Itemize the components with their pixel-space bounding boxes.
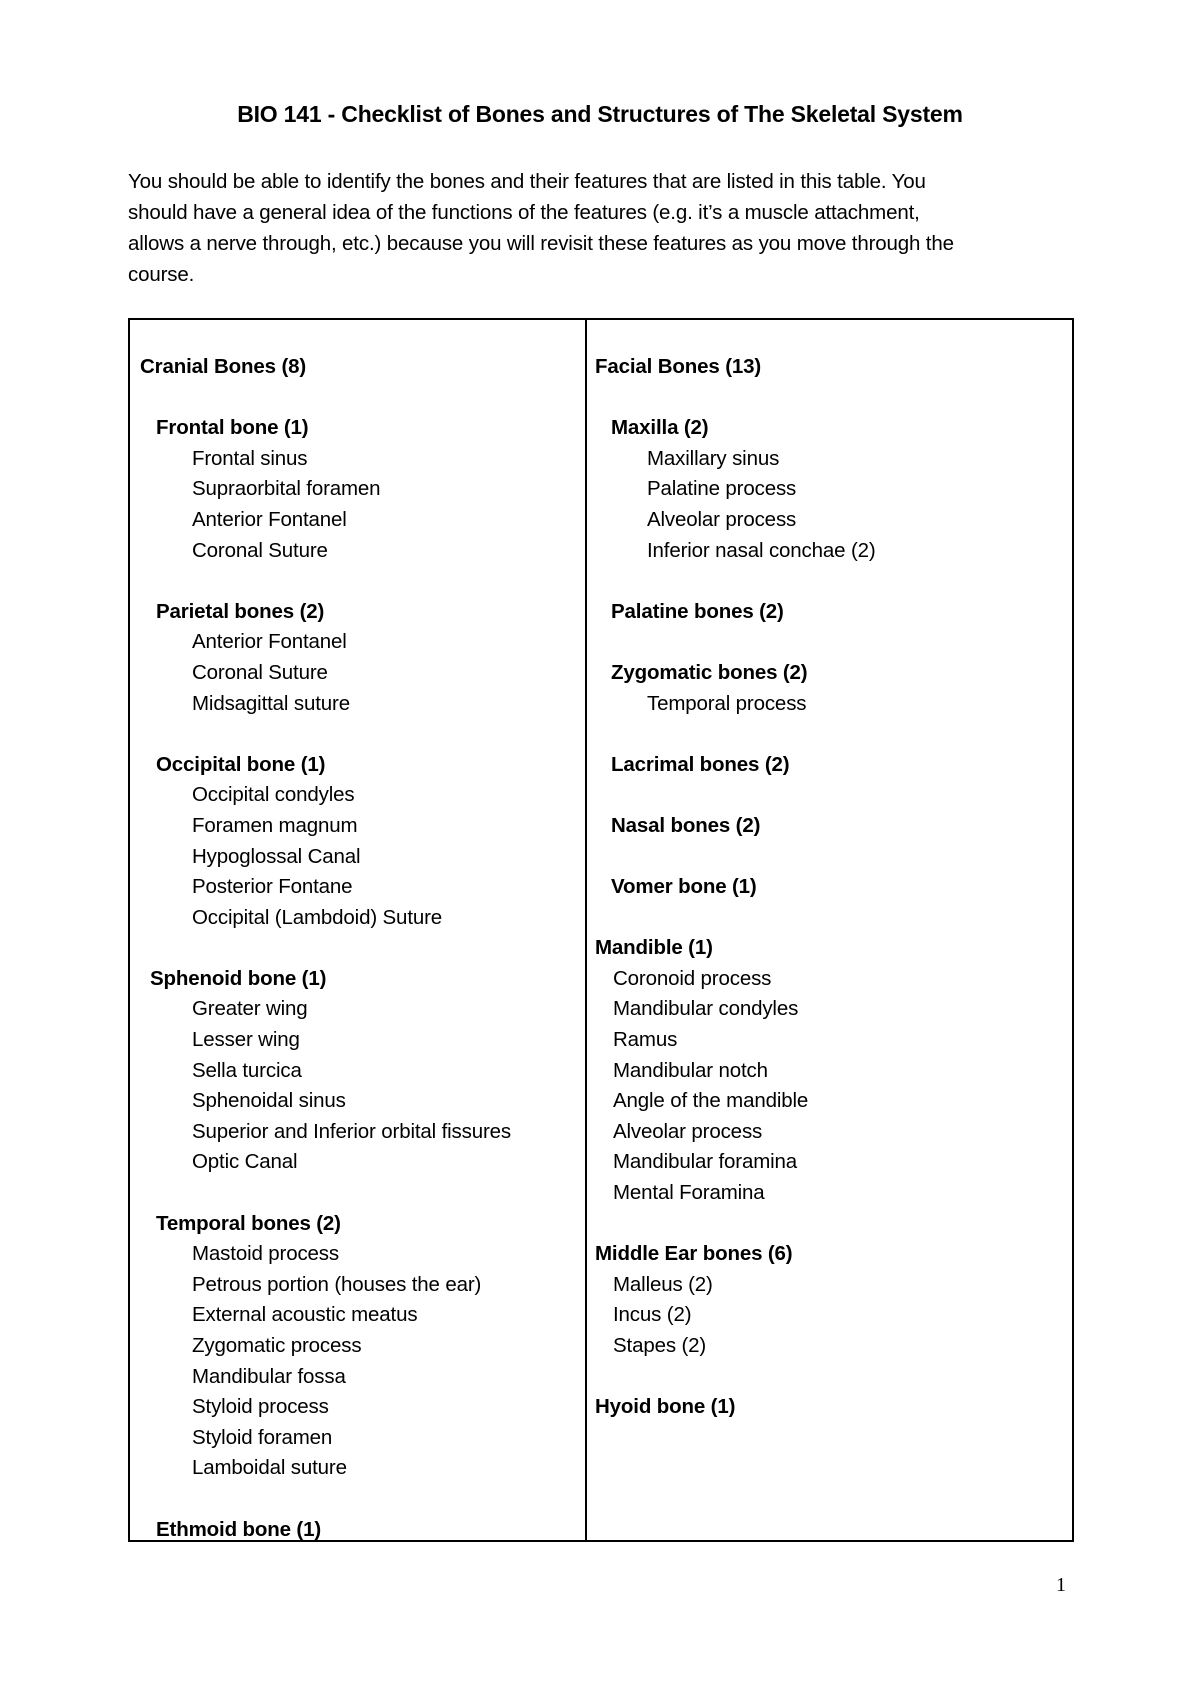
bone-feature-item: Mandibular fossa — [192, 1364, 346, 1388]
bone-feature-item: Anterior Fontanel — [192, 507, 347, 531]
bone-feature-item: Inferior nasal conchae (2) — [647, 538, 876, 562]
document-title: BIO 141 - Checklist of Bones and Structures of The Skeletal System — [237, 101, 963, 127]
bone-feature-item: Temporal process — [647, 691, 807, 715]
bone-group-heading: Hyoid bone (1) — [595, 1395, 736, 1419]
bone-feature-item: Sella turcica — [192, 1058, 302, 1082]
spacer — [140, 1178, 511, 1209]
bones-checklist-table — [128, 318, 1074, 1542]
spacer — [140, 933, 511, 964]
intro-paragraph — [128, 166, 1088, 290]
bone-feature-item: Alveolar process — [647, 507, 797, 531]
intro-line: allows a nerve through, etc.) because you will revisit these features as you move through the — [128, 232, 954, 255]
bone-group-heading: Mandible (1) — [595, 936, 713, 960]
bone-feature-item: Frontal sinus — [192, 446, 308, 470]
bone-feature-item: Maxillary sinus — [647, 446, 780, 470]
bone-feature-item: Mandibular condyles — [613, 997, 799, 1021]
spacer — [595, 719, 876, 750]
bone-feature-item: Superior and Inferior orbital fissures — [192, 1119, 512, 1143]
bone-feature-item: Mental Foramina — [613, 1181, 765, 1205]
spacer — [140, 566, 511, 597]
bone-feature-item: Lesser wing — [192, 1028, 300, 1052]
bone-feature-item: Optic Canal — [192, 1150, 298, 1174]
bone-group-heading: Sphenoid bone (1) — [150, 966, 327, 990]
bone-feature-item: Foramen magnum — [192, 813, 358, 837]
bone-feature-item: Styloid foramen — [192, 1425, 333, 1449]
spacer — [595, 566, 876, 597]
bone-feature-item: Palatine process — [647, 477, 797, 501]
column-divider — [585, 320, 587, 1540]
bone-group-heading: Ethmoid bone (1) — [156, 1517, 322, 1541]
spacer — [595, 1209, 876, 1240]
bone-feature-item: Styloid process — [192, 1395, 329, 1419]
bone-feature-item: Sphenoidal sinus — [192, 1089, 346, 1113]
spacer — [595, 842, 876, 873]
bone-feature-item: Lamboidal suture — [192, 1456, 347, 1480]
cranial-bones-column — [140, 352, 511, 1545]
spacer — [595, 383, 876, 414]
bone-feature-item: Coronal Suture — [192, 538, 328, 562]
bone-group-heading: Frontal bone (1) — [156, 416, 309, 440]
page-number: 1 — [1056, 1574, 1066, 1596]
spacer — [595, 780, 876, 811]
bone-group-heading: Vomer bone (1) — [611, 875, 757, 899]
bone-feature-item: Petrous portion (houses the ear) — [192, 1272, 482, 1296]
bone-group-heading: Cranial Bones (8) — [140, 355, 307, 378]
bone-group-heading: Facial Bones (13) — [595, 355, 762, 378]
bone-feature-item: Mandibular foramina — [613, 1150, 798, 1174]
bone-feature-item: Hypoglossal Canal — [192, 844, 361, 868]
bone-feature-item: Mastoid process — [192, 1242, 340, 1266]
bone-feature-item: Anterior Fontanel — [192, 630, 347, 654]
intro-line: course. — [128, 263, 195, 286]
bone-group-heading: Zygomatic bones (2) — [611, 660, 808, 684]
bone-feature-item: Midsagittal suture — [192, 691, 350, 715]
intro-line: should have a general idea of the functions of the features (e.g. it’s a muscle attachment, — [128, 201, 920, 224]
bone-feature-item: Angle of the mandible — [613, 1089, 809, 1113]
bone-group-heading: Temporal bones (2) — [156, 1211, 341, 1235]
bone-feature-item: Coronal Suture — [192, 660, 328, 684]
bone-feature-item: Greater wing — [192, 997, 308, 1021]
bone-feature-item: Posterior Fontane — [192, 875, 353, 899]
bone-group-heading: Lacrimal bones (2) — [611, 752, 790, 776]
bone-group-heading: Maxilla (2) — [611, 416, 709, 440]
bone-feature-item: Incus (2) — [613, 1303, 692, 1327]
bone-feature-item: Stapes (2) — [613, 1334, 707, 1357]
intro-line: You should be able to identify the bones and their features that are listed in this table. You — [128, 170, 926, 193]
bone-feature-item: Occipital condyles — [192, 783, 355, 807]
spacer — [140, 719, 511, 750]
spacer — [595, 627, 876, 658]
bone-feature-item: Mandibular notch — [613, 1058, 768, 1082]
spacer — [595, 903, 876, 934]
bone-group-heading: Occipital bone (1) — [156, 752, 326, 776]
bone-feature-item: External acoustic meatus — [192, 1303, 418, 1327]
bone-group-heading: Nasal bones (2) — [611, 813, 761, 837]
bone-feature-item: Alveolar process — [613, 1119, 763, 1143]
bone-feature-item: Coronoid process — [613, 966, 772, 990]
bone-feature-item: Malleus (2) — [613, 1272, 713, 1296]
spacer — [140, 383, 511, 414]
bone-feature-item: Occipital (Lambdoid) Suture — [192, 905, 443, 929]
bone-feature-item: Supraorbital foramen — [192, 477, 381, 501]
bone-feature-item: Zygomatic process — [192, 1334, 362, 1357]
bone-group-heading: Parietal bones (2) — [156, 599, 325, 623]
spacer — [140, 1484, 511, 1515]
bone-group-heading: Middle Ear bones (6) — [595, 1242, 793, 1266]
facial-bones-column — [595, 352, 876, 1423]
bone-group-heading: Palatine bones (2) — [611, 599, 784, 623]
bone-feature-item: Ramus — [613, 1028, 678, 1052]
spacer — [595, 1362, 876, 1393]
